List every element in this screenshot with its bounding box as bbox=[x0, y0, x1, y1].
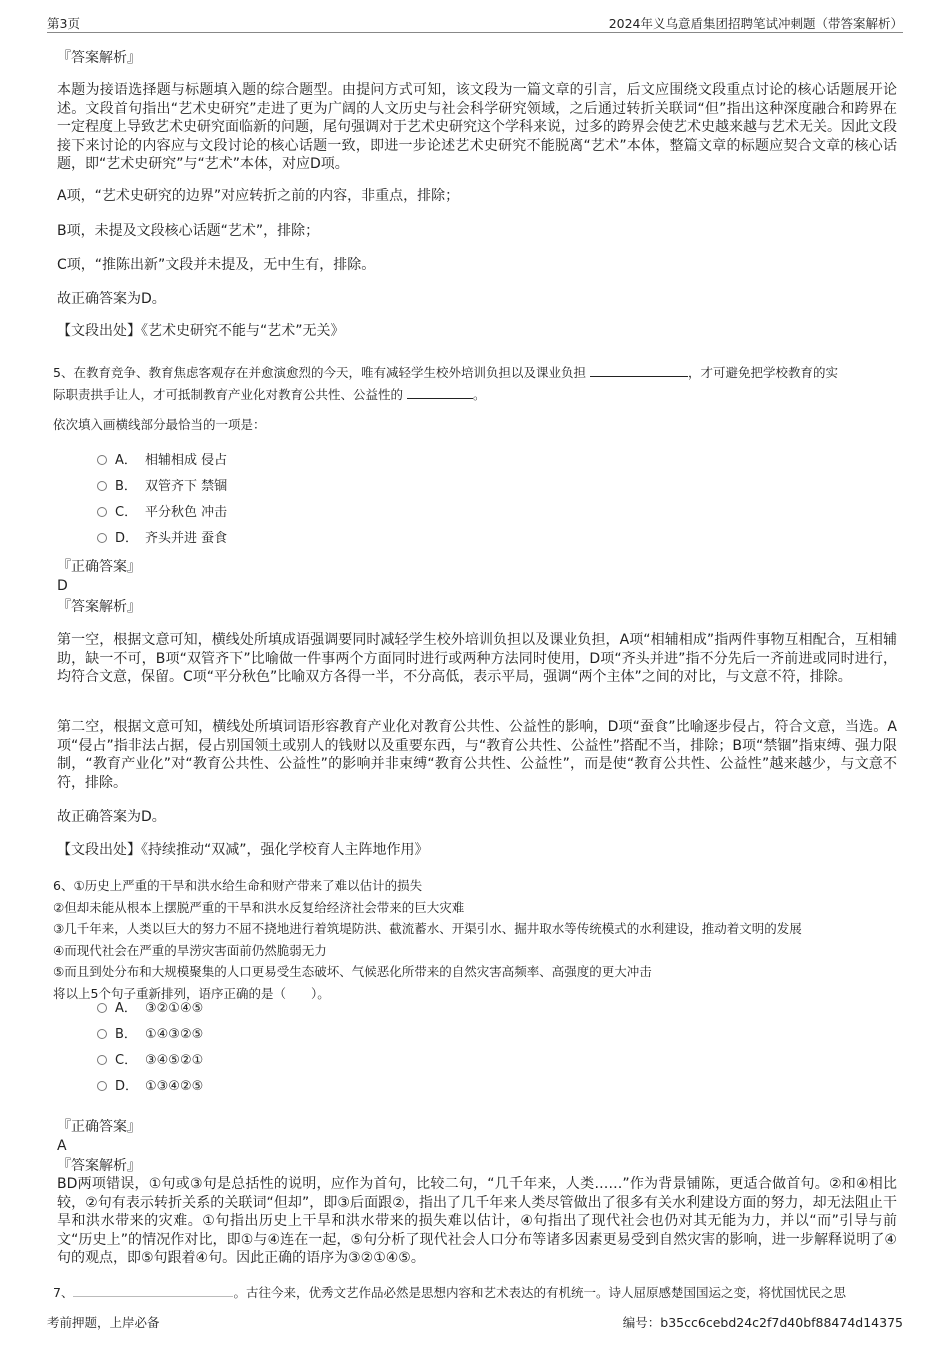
radio-icon[interactable] bbox=[97, 481, 107, 491]
q5-option-a[interactable]: A． 相辅相成 侵占 bbox=[97, 450, 227, 472]
q6-line-4: ④而现代社会在严重的旱涝灾害面前仍然脆弱无力 bbox=[53, 942, 327, 958]
q6-answer-label: 『正确答案』 bbox=[57, 1119, 141, 1135]
q6-answer: A bbox=[57, 1138, 67, 1154]
q5-analysis-second-blank: 第二空，根据文意可知，横线处所填词语形容教育产业化对教育公共性、公益性的影响，D项“蚕食”比喻逐步侵占，符合文意，当选。A项“侵占”指非法占据，侵占别国领土或别人的钱财以及重要东西，与“教育公共性、公益性”搭配不当，排除；B项“禁锢”指束缚、强力限制，“教育产业化”对“教育公共性、公益性”的影响并非束缚“教育公共性、公益性”，而是使“教育公共性、公益性”越来越少，与文意不符，排除。 bbox=[57, 719, 897, 791]
document-title: 2024年义乌意盾集团招聘笔试冲刺题（带答案解析） bbox=[608, 16, 903, 31]
q6-analysis-text: BD两项错误，①句或③句是总括性的说明，应作为首句，比较二句，“几千年来，人类……”作为背景铺陈，更适合做首句。②和④相比较，②句有表示转折关系的关联词“但却”，即③后面跟②，指出了几千年来人类尽管做出了很多有关水利建设方面的努力，却无法阻止干旱和洪水带来的灾难。①句指出历史上干旱和洪水带来的损失难以估计，④句指出了现代社会也仍对其无能为力，并以“而”引导与前文“历史上”的情况作对比，即①与④连在一起，⑤句分析了现代社会人口分布等诸多因素更易受到自然灾害的影响，进一步解释说明了④句的观点，即⑤句跟着④句。因此正确的语序为③②①④⑤。 bbox=[57, 1176, 897, 1267]
q5-answer: D bbox=[57, 578, 68, 594]
q5-stem: 5、在教育竞争、教育焦虑客观存在并愈演愈烈的今天，唯有减轻学生校外培训负担以及课业负担 ，才可避免把学校教育的实 际职责拱手让人，才可抵制教育产业化对教育公共性、公益性的 。 bbox=[53, 365, 838, 402]
radio-icon[interactable] bbox=[97, 1003, 107, 1013]
q4-source: 【文段出处】《艺术史研究不能与“艺术”无关》 bbox=[57, 323, 345, 339]
radio-icon[interactable] bbox=[97, 455, 107, 465]
q6-option-d[interactable]: D． ①③④②⑤ bbox=[97, 1076, 203, 1098]
q6-stem bbox=[53, 875, 898, 1004]
q4-analysis-text: 本题为接语选择题与标题填入题的综合题型。由提问方式可知，该文段为一篇文章的引言，后文应围绕文段重点讨论的核心话题展开论述。文段首句指出“艺术史研究”走进了更为广阔的人文历史与社会科学研究领域，之后通过转折关联词“但”指出这种深度融合和跨界在一定程度上导致艺术史研究面临新的问题，尾句强调对于艺术史研究这个学科来说，过多的跨界会使艺术史越来越与艺术无关。因此文段接下来讨论的内容应与文段讨论的核心话题一致，即进一步论述艺术史研究不能脱离“艺术”本体，整篇文章的标题应契合文章的核心话题，即“艺术史研究”与“艺术”本体，对应D项。 bbox=[57, 82, 897, 173]
q5-instruction: 依次填入画横线部分最恰当的一项是： bbox=[53, 417, 266, 432]
q5-source: 【文段出处】《持续推动“双减”，强化学校育人主阵地作用》 bbox=[57, 842, 429, 858]
q4-conclusion: 故正确答案为D。 bbox=[57, 291, 166, 307]
q4-option-c-note: C项，“推陈出新”文段并未提及，无中生有，排除。 bbox=[57, 257, 376, 273]
q5-blank-1 bbox=[590, 364, 688, 377]
q7-stem: 7、 。古往今来，优秀文艺作品必然是思想内容和艺术表达的有机统一。诗人屈原感楚国国运之变，将忧国忧民之思 bbox=[53, 1285, 846, 1300]
q5-analysis-first-blank: 第一空，根据文意可知，横线处所填成语强调要同时减轻学生校外培训负担以及课业负担，A项“相辅相成”指两件事物互相配合，互相辅助，缺一不可，B项“双管齐下”比喻做一件事两个方面同时进行或两种方法同时使用，D项“齐头并进”指不分先后一齐前进或同时进行，均符合文意，保留。C项“平分秋色”比喻双方各得一半，不分高低，表示平局，强调“两个主体”之间的对比，与文意不符，排除。 bbox=[57, 632, 897, 686]
q4-analysis-label: 『答案解析』 bbox=[57, 50, 141, 66]
q5-analysis-label: 『答案解析』 bbox=[57, 599, 141, 615]
q5-answer-label: 『正确答案』 bbox=[57, 559, 141, 575]
footer-slogan: 考前押题，上岸必备 bbox=[47, 1315, 160, 1330]
q6-line-3: ③几千年来，人类以巨大的努力不屈不挠地进行着筑堤防洪、截流蓄水、开渠引水、掘井取水等传统模式的水利建设，推动着文明的发展 bbox=[53, 921, 802, 936]
page-header bbox=[47, 12, 903, 33]
q5-conclusion: 故正确答案为D。 bbox=[57, 809, 166, 825]
q5-option-b[interactable]: B． 双管齐下 禁锢 bbox=[97, 476, 227, 498]
page-footer bbox=[47, 1313, 903, 1331]
q6-option-b[interactable]: B． ①④③②⑤ bbox=[97, 1024, 203, 1046]
q6-line-1: 6、①历史上严重的干旱和洪水给生命和财产带来了难以估计的损失 bbox=[53, 878, 423, 893]
radio-icon[interactable] bbox=[97, 1029, 107, 1039]
q6-instruction: 将以上5个句子重新排列，语序正确的是（ ）。 bbox=[53, 985, 330, 1001]
q5-blank-2 bbox=[407, 386, 473, 399]
radio-icon[interactable] bbox=[97, 1081, 107, 1091]
document-code: 编号：b35cc6cebd24c2f7d40bf88474d14375 bbox=[622, 1315, 903, 1330]
q7-blank bbox=[73, 1284, 233, 1297]
q6-option-a[interactable]: A． ③②①④⑤ bbox=[97, 998, 203, 1020]
q4-option-a-note: A项，“艺术史研究的边界”对应转折之前的内容，非重点，排除； bbox=[57, 188, 460, 204]
q4-option-b-note: B项，未提及文段核心话题“艺术”，排除； bbox=[57, 223, 320, 239]
radio-icon[interactable] bbox=[97, 533, 107, 543]
q6-line-5: ⑤而且到处分布和大规模聚集的人口更易受生态破坏、气候恶化所带来的自然灾害高频率、高强度的更大冲击 bbox=[53, 964, 652, 979]
q6-option-c[interactable]: C． ③④⑤②① bbox=[97, 1050, 203, 1072]
q5-option-c[interactable]: C． 平分秋色 冲击 bbox=[97, 502, 227, 524]
page-number: 第3页 bbox=[47, 16, 80, 31]
q5-option-d[interactable]: D． 齐头并进 蚕食 bbox=[97, 528, 227, 550]
q6-analysis-label: 『答案解析』 bbox=[57, 1158, 141, 1174]
radio-icon[interactable] bbox=[97, 1055, 107, 1065]
radio-icon[interactable] bbox=[97, 507, 107, 517]
q6-line-2: ②但却未能从根本上摆脱严重的干旱和洪水反复给经济社会带来的巨大灾难 bbox=[53, 899, 465, 915]
